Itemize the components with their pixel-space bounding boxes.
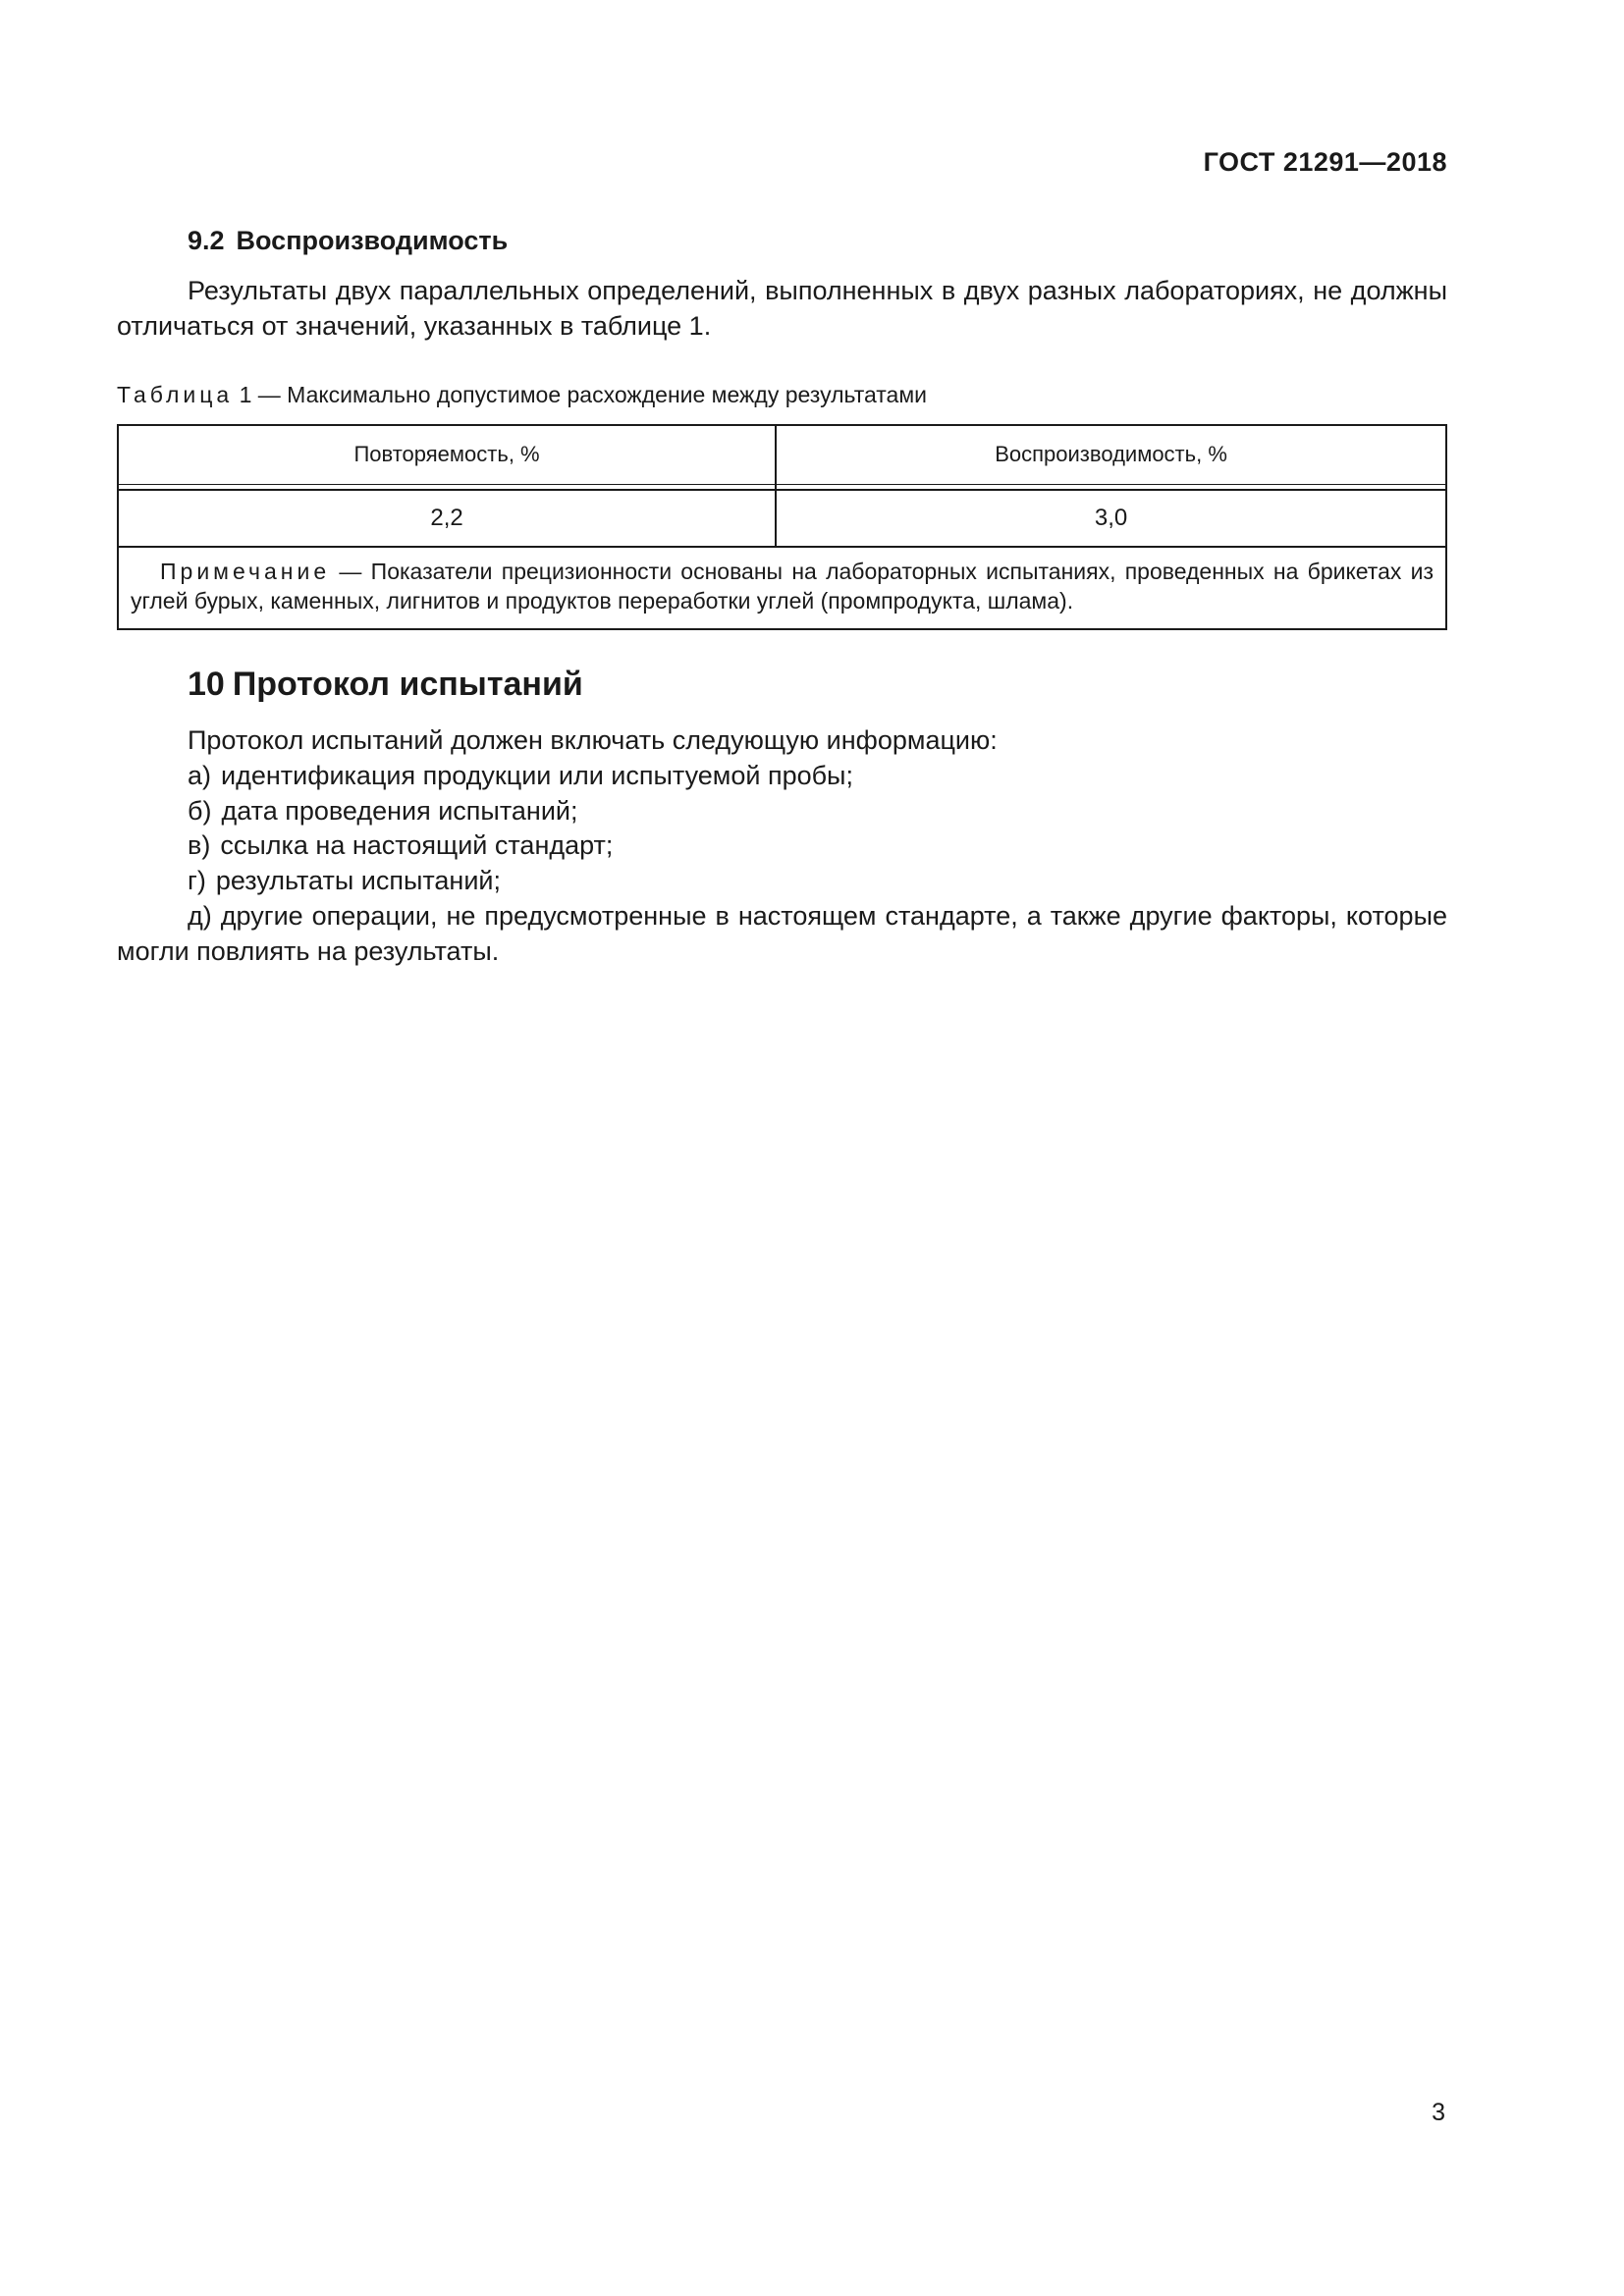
table-header-row [119, 426, 1445, 485]
list-item [117, 899, 1447, 970]
section-heading-10 [188, 666, 1447, 704]
repeatability-value: 2,2 [119, 491, 777, 548]
list-item-marker: в) [188, 830, 211, 861]
reproducibility-value: 3,0 [777, 491, 1445, 548]
table-note-text: — Показатели прецизионности основаны на лабораторных испытаниях, проведенных на брикетах из углей бурых, каменных, лигнитов и продуктов переработки углей (промпродукта, шлама). [131, 558, 1435, 614]
table-value-row [119, 491, 1445, 548]
list-item [188, 759, 1447, 794]
list-item [188, 864, 1447, 899]
column-header-repeatability: Повторяемость, % [119, 426, 777, 485]
subsection-title: Воспроизводимость [236, 226, 509, 255]
list-item-text: другие операции, не предусмотренные в настоящем стандарте, а также другие факторы, которые могли повлиять на результаты. [117, 901, 1447, 967]
precision-table [117, 424, 1447, 630]
standard-header: ГОСТ 21291—2018 [1203, 147, 1447, 177]
list-item-marker: г) [188, 866, 206, 896]
list-item-marker: б) [188, 795, 212, 826]
section-title: Протокол испытаний [232, 665, 583, 703]
table-caption-label: Таблица [117, 381, 234, 407]
table-caption-text: — Максимально допустимое расхождение между результатами [257, 381, 927, 407]
subsection-heading-9-2 [188, 224, 1447, 258]
list-item-marker: а) [188, 760, 212, 790]
list-item-text: ссылка на настоящий стандарт; [220, 830, 614, 861]
list-item-text: результаты испытаний; [215, 866, 502, 896]
table-note-label: Примечание [160, 558, 331, 584]
table-note-row [119, 548, 1445, 628]
list-item [188, 794, 1447, 829]
list-item [188, 828, 1447, 864]
list-item-text: идентификация продукции или испытуемой пробы; [221, 760, 853, 790]
page-number: 3 [1432, 2099, 1445, 2126]
protocol-intro: Протокол испытаний должен включать следующую информацию: [188, 724, 998, 755]
table-note [119, 548, 1445, 628]
page-content [117, 224, 1447, 970]
table-caption-number: 1 [239, 381, 252, 407]
column-header-reproducibility: Воспроизводимость, % [777, 426, 1445, 485]
list-item-text: дата проведения испытаний; [221, 795, 578, 826]
subsection-number: 9.2 [188, 226, 225, 255]
list-item-marker: д) [188, 901, 212, 932]
section-number: 10 [188, 665, 225, 703]
table-caption [117, 382, 1447, 408]
reproducibility-paragraph: Результаты двух параллельных определений, выполненных в двух разных лабораториях, не должны отличаться от значений, указанных в таблице 1. [117, 276, 1447, 341]
